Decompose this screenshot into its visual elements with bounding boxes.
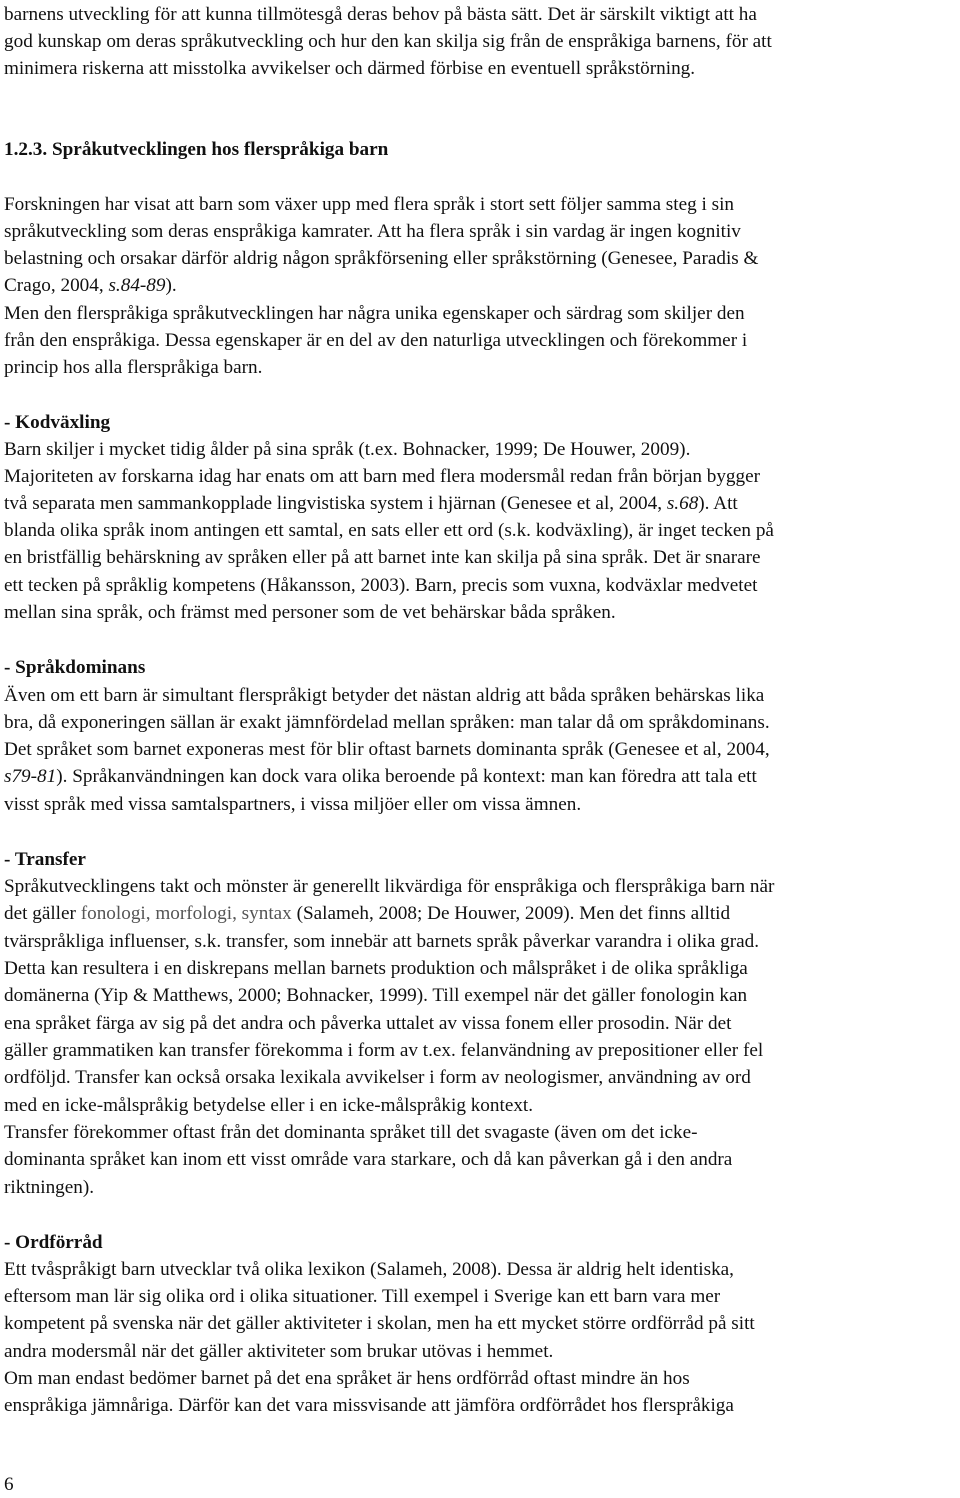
body-line: Även om ett barn är simultant flerspråkigt betyder det nästan aldrig att båda språken behärskas lika — [4, 685, 765, 706]
body-line: Forskningen har visat att barn som växer upp med flera språk i stort sett följer samma steg i sin — [4, 194, 735, 215]
body-line-citation — [4, 273, 956, 299]
body-line: en bristfällig behärskning av språken eller på att barnet inte kan skilja på sina språk. Det är snarare — [4, 547, 761, 568]
body-line-citation — [4, 764, 956, 790]
body-line: princip hos alla flerspråkiga barn. — [4, 357, 263, 378]
body-line: dominanta språket kan inom ett visst område vara starkare, och då kan påverkan gå i den andra — [4, 1149, 733, 1170]
body-line-terms — [4, 901, 956, 927]
body-line: Det språket som barnet exponeras mest för blir oftast barnets dominanta språk (Genesee et al, 2004, — [4, 739, 770, 760]
page-number: 6 — [4, 1474, 14, 1495]
citation-pages: s79-81 — [4, 766, 57, 787]
body-line: med en icke-målspråkig betydelse eller i en icke-målspråkig kontext. — [4, 1095, 534, 1116]
citation-suffix: ). Att — [698, 493, 738, 514]
body-line: Transfer förekommer oftast från det dominanta språket till det svagaste (även om det icke- — [4, 1122, 698, 1143]
body-line: ett tecken på språklig kompetens (Håkansson, 2003). Barn, precis som vuxna, kodväxlar medvetet — [4, 575, 758, 596]
body-line: ena språket färga av sig på det andra och påverka uttalet av vissa fonem eller prosodin. När det — [4, 1013, 732, 1034]
body-line: enspråkiga jämnåriga. Därför kan det vara missvisande att jämföra ordförrådet hos flerspråkiga — [4, 1395, 734, 1416]
linguistic-terms: fonologi, morfologi, syntax — [80, 903, 292, 924]
citation-pages: s.68 — [666, 493, 699, 514]
body-line: tvärspråkliga influenser, s.k. transfer, som innebär att barnets språk påverkar varandra i olika grad. — [4, 931, 760, 952]
body-line: språkutveckling som deras enspråkiga kamrater. Att ha flera språk i sin vardag är ingen kognitiv — [4, 221, 741, 242]
line-suffix: (Salameh, 2008; De Houwer, 2009). Men det finns alltid — [291, 903, 731, 924]
body-line: Ett tvåspråkigt barn utvecklar två olika lexikon (Salameh, 2008). Dessa är aldrig helt identiska, — [4, 1259, 734, 1280]
subheading-sprakdominans: - Språkdominans — [4, 657, 146, 678]
intro-line: barnens utveckling för att kunna tillmötesgå deras behov på bästa sätt. Det är särskilt viktigt att ha — [4, 4, 757, 25]
citation-suffix: ). — [165, 275, 177, 296]
intro-line: minimera riskerna att misstolka avvikelser och därmed förbise en eventuell språkstörning. — [4, 58, 696, 79]
body-line-citation — [4, 491, 956, 517]
body-line: Men den flerspråkiga språkutvecklingen har några unika egenskaper och särdrag som skiljer den — [4, 303, 745, 324]
body-line: Barn skiljer i mycket tidig ålder på sina språk (t.ex. Bohnacker, 1999; De Houwer, 2009). — [4, 439, 691, 460]
citation-prefix: två separata men sammankopplade lingvistiska system i hjärnan (Genesee et al, 2004, — [4, 493, 667, 514]
body-line: kompetent på svenska när det gäller aktiviteter i skolan, men ha ett mycket större ordförråd på sitt — [4, 1313, 755, 1334]
body-line: riktningen). — [4, 1177, 95, 1198]
body-line: gäller grammatiken kan transfer förekomma i form av t.ex. felanvändning av prepositioner eller fel — [4, 1040, 764, 1061]
subheading-transfer: - Transfer — [4, 849, 86, 870]
body-line: blanda olika språk inom antingen ett samtal, en sats eller ett ord (s.k. kodväxling), är inget tecken på — [4, 520, 774, 541]
body-line: andra modersmål när det gäller aktiviteter som brukar utövas i hemmet. — [4, 1341, 554, 1362]
body-line: belastning och orsakar därför aldrig någon språkförsening eller språkstörning (Genesee, Paradis & — [4, 248, 759, 269]
citation-pages: s.84-89 — [108, 275, 166, 296]
body-line: domänerna (Yip & Matthews, 2000; Bohnacker, 1999). Till exempel när det gäller fonologin kan — [4, 985, 748, 1006]
section-heading: 1.2.3. Språkutvecklingen hos flerspråkiga barn — [4, 139, 389, 160]
body-line: Språkutvecklingens takt och mönster är generellt likvärdiga för enspråkiga och flerspråkiga barn när — [4, 876, 775, 897]
body-line: bra, då exponeringen sällan är exakt jämnfördelad mellan språken: man talar då om språkdominans. — [4, 712, 770, 733]
body-line: eftersom man lär sig olika ord i olika situationer. Till exempel i Sverige kan ett barn vara mer — [4, 1286, 721, 1307]
subheading-kodvaxling: - Kodväxling — [4, 412, 111, 433]
body-line: Om man endast bedömer barnet på det ena språket är hens ordförråd oftast mindre än hos — [4, 1368, 690, 1389]
body-line: mellan sina språk, och främst med personer som de vet behärskar båda språken. — [4, 602, 616, 623]
body-line: visst språk med vissa samtalspartners, i vissa miljöer eller om vissa ämnen. — [4, 794, 582, 815]
citation-prefix: Crago, 2004, — [4, 275, 109, 296]
body-line: från den enspråkiga. Dessa egenskaper är en del av den naturliga utvecklingen och förekommer i — [4, 330, 748, 351]
body-line: Majoriteten av forskarna idag har enats om att barn med flera modersmål redan från början bygger — [4, 466, 761, 487]
body-line: Detta kan resultera i en diskrepans mellan barnets produktion och målspråket i de olika språkliga — [4, 958, 748, 979]
intro-line: god kunskap om deras språkutveckling och hur den kan skilja sig från de enspråkiga barnens, för att — [4, 31, 772, 52]
subheading-ordforrad: - Ordförråd — [4, 1232, 103, 1253]
body-line: ordföljd. Transfer kan också orsaka lexikala avvikelser i form av neologismer, användning av ord — [4, 1067, 751, 1088]
citation-suffix: ). Språkanvändningen kan dock vara olika beroende på kontext: man kan föredra att tala ett — [56, 766, 757, 787]
line-prefix: det gäller — [4, 903, 81, 924]
